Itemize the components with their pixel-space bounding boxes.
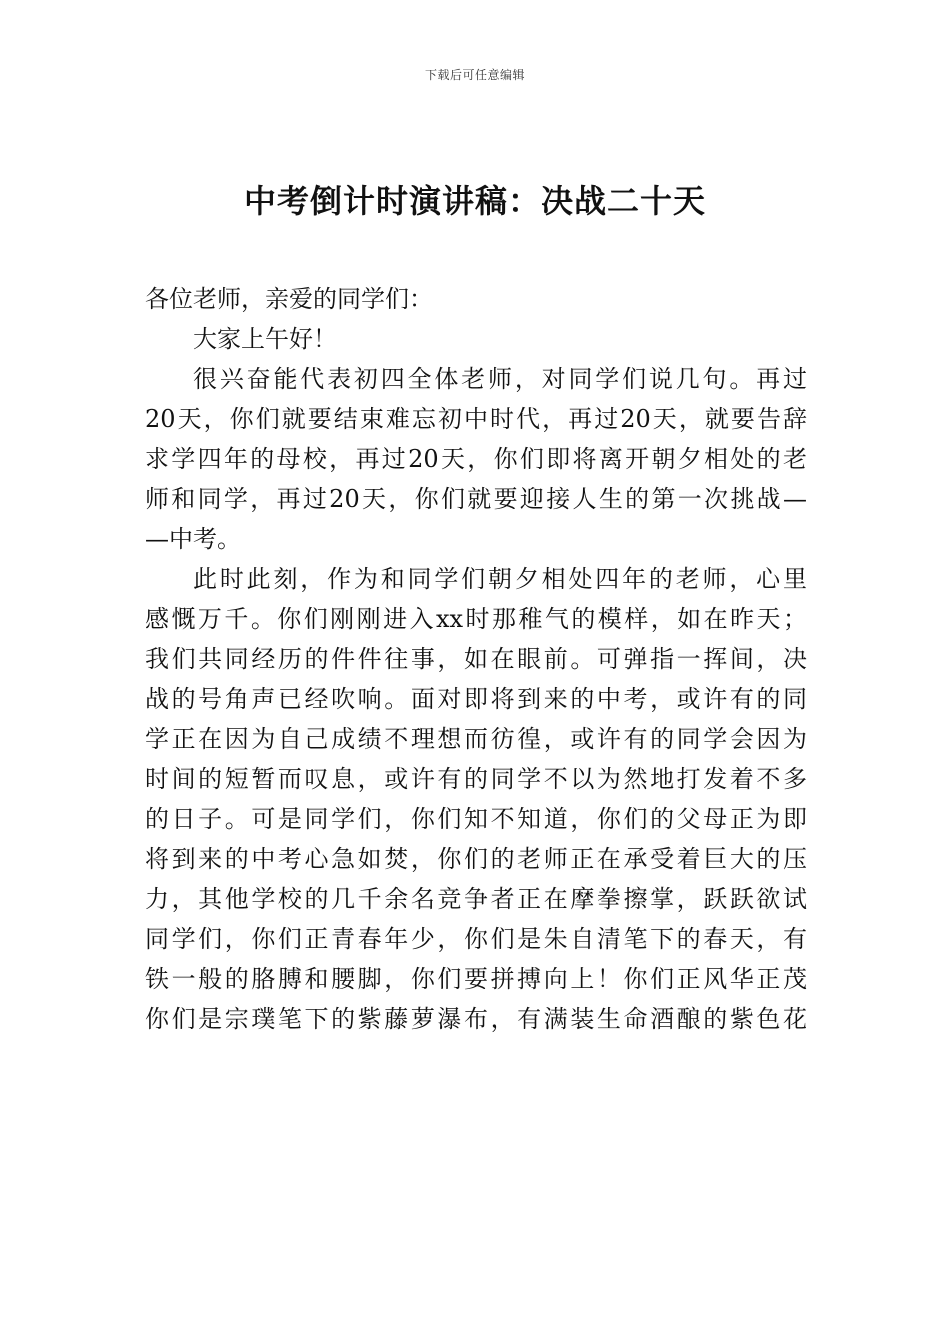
paragraph-line: 我们共同经历的件件往事，如在眼前。可弹指一挥间，决	[145, 645, 807, 673]
paragraph-line: 力，其他学校的几千余名竞争者正在摩拳擦掌，跃跃欲试	[145, 885, 807, 913]
paragraph-line: 将到来的中考心急如焚，你们的老师正在承受着巨大的压	[145, 845, 807, 873]
paragraph-line: 师和同学，再过20天，你们就要迎接人生的第一次挑战—	[145, 485, 807, 513]
paragraph-line: 你们是宗璞笔下的紫藤萝瀑布，有满装生命酒酿的紫色花	[145, 1005, 807, 1033]
paragraph-line: 感慨万千。你们刚刚进入xx时那稚气的模样，如在昨天；	[145, 605, 807, 633]
paragraph-line: 求学四年的母校，再过20天，你们即将离开朝夕相处的老	[145, 445, 807, 473]
document-title: 中考倒计时演讲稿：决战二十天	[243, 182, 706, 220]
paragraph-line: 时间的短暂而叹息，或许有的同学不以为然地打发着不多	[145, 765, 807, 793]
paragraph-line: 此时此刻，作为和同学们朝夕相处四年的老师，心里	[193, 565, 807, 593]
paragraph-line: 铁一般的胳膊和腰脚，你们要拼搏向上！你们正风华正茂	[145, 965, 807, 993]
paragraph-line: 同学们，你们正青春年少，你们是朱自清笔下的春天，有	[145, 925, 807, 953]
paragraph-line: 的日子。可是同学们，你们知不知道，你们的父母正为即	[145, 805, 807, 833]
salutation-line: 各位老师，亲爱的同学们：	[145, 285, 433, 313]
paragraph-line: 很兴奋能代表初四全体老师，对同学们说几句。再过	[193, 365, 807, 393]
paragraph-line: 战的号角声已经吹响。面对即将到来的中考，或许有的同	[145, 685, 807, 713]
header-note: 下载后可任意编辑	[424, 68, 525, 82]
paragraph-line: 学正在因为自己成绩不理想而彷徨，或许有的同学会因为	[145, 725, 807, 753]
document-body	[145, 279, 807, 1039]
greeting-line: 大家上午好！	[193, 325, 337, 353]
paragraph-line: 20天，你们就要结束难忘初中时代，再过20天，就要告辞	[145, 405, 807, 433]
paragraph-line: —中考。	[145, 525, 241, 553]
